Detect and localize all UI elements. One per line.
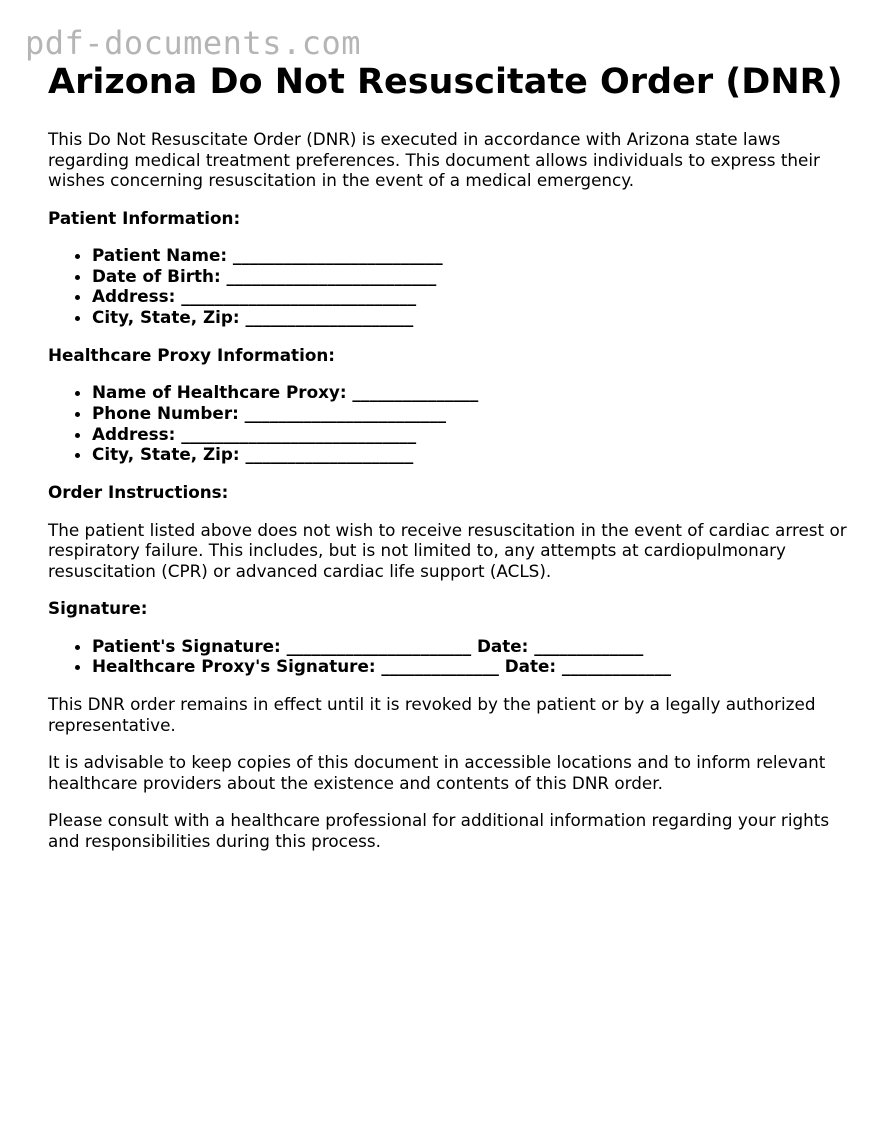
signature-list bbox=[48, 636, 848, 677]
document bbox=[48, 61, 848, 851]
proxy-city-state-zip-field[interactable]: • City, State, Zip: ____________________ bbox=[92, 444, 848, 465]
proxy-name-field[interactable]: • Name of Healthcare Proxy: _______________ bbox=[92, 382, 848, 403]
signature-heading: Signature: bbox=[48, 598, 148, 619]
document-title: Arizona Do Not Resuscitate Order (DNR) bbox=[48, 62, 843, 102]
consult-professional-paragraph: Please consult with a healthcare professional for additional information regarding your rights and responsibilities during this process. bbox=[48, 810, 830, 851]
patient-info-heading: Patient Information: bbox=[48, 207, 241, 228]
patient-name-field[interactable]: • Patient Name: _________________________ bbox=[92, 245, 848, 266]
watermark: pdf-documents.com bbox=[25, 24, 362, 62]
proxy-address-field[interactable]: • Address: ____________________________ bbox=[92, 424, 848, 445]
patient-signature-field[interactable]: • Patient's Signature: ______________________ Date: _____________ bbox=[92, 636, 848, 657]
proxy-signature-field[interactable]: • Healthcare Proxy's Signature: ______________ Date: _____________ bbox=[92, 656, 848, 677]
intro-paragraph: This Do Not Resuscitate Order (DNR) is executed in accordance with Arizona state laws regarding medical treatment preferences. This document allows individuals to express their wishes concerning resuscitation in the event of a medical emergency. bbox=[48, 129, 820, 190]
patient-city-state-zip-field[interactable]: • City, State, Zip: ____________________ bbox=[92, 307, 848, 328]
order-instructions-text: The patient listed above does not wish to receive resuscitation in the event of cardiac arrest or respiratory failure. This includes, but is not limited to, any attempts at cardiopulmonary resuscitation (CPR) or advanced cardiac life support (ACLS). bbox=[48, 519, 847, 581]
patient-address-field[interactable]: • Address: ____________________________ bbox=[92, 286, 848, 307]
proxy-info-heading: Healthcare Proxy Information: bbox=[48, 344, 336, 365]
proxy-phone-field[interactable]: • Phone Number: ________________________ bbox=[92, 403, 848, 424]
revocation-paragraph: This DNR order remains in effect until it is revoked by the patient or by a legally authorized representative. bbox=[48, 694, 816, 735]
order-instructions-heading: Order Instructions: bbox=[48, 482, 229, 503]
patient-info-list bbox=[48, 245, 848, 328]
proxy-info-list bbox=[48, 382, 848, 465]
copies-advice-paragraph: It is advisable to keep copies of this document in accessible locations and to inform relevant healthcare providers about the existence and contents of this DNR order. bbox=[48, 752, 826, 793]
date-of-birth-field[interactable]: • Date of Birth: _________________________ bbox=[92, 266, 848, 287]
